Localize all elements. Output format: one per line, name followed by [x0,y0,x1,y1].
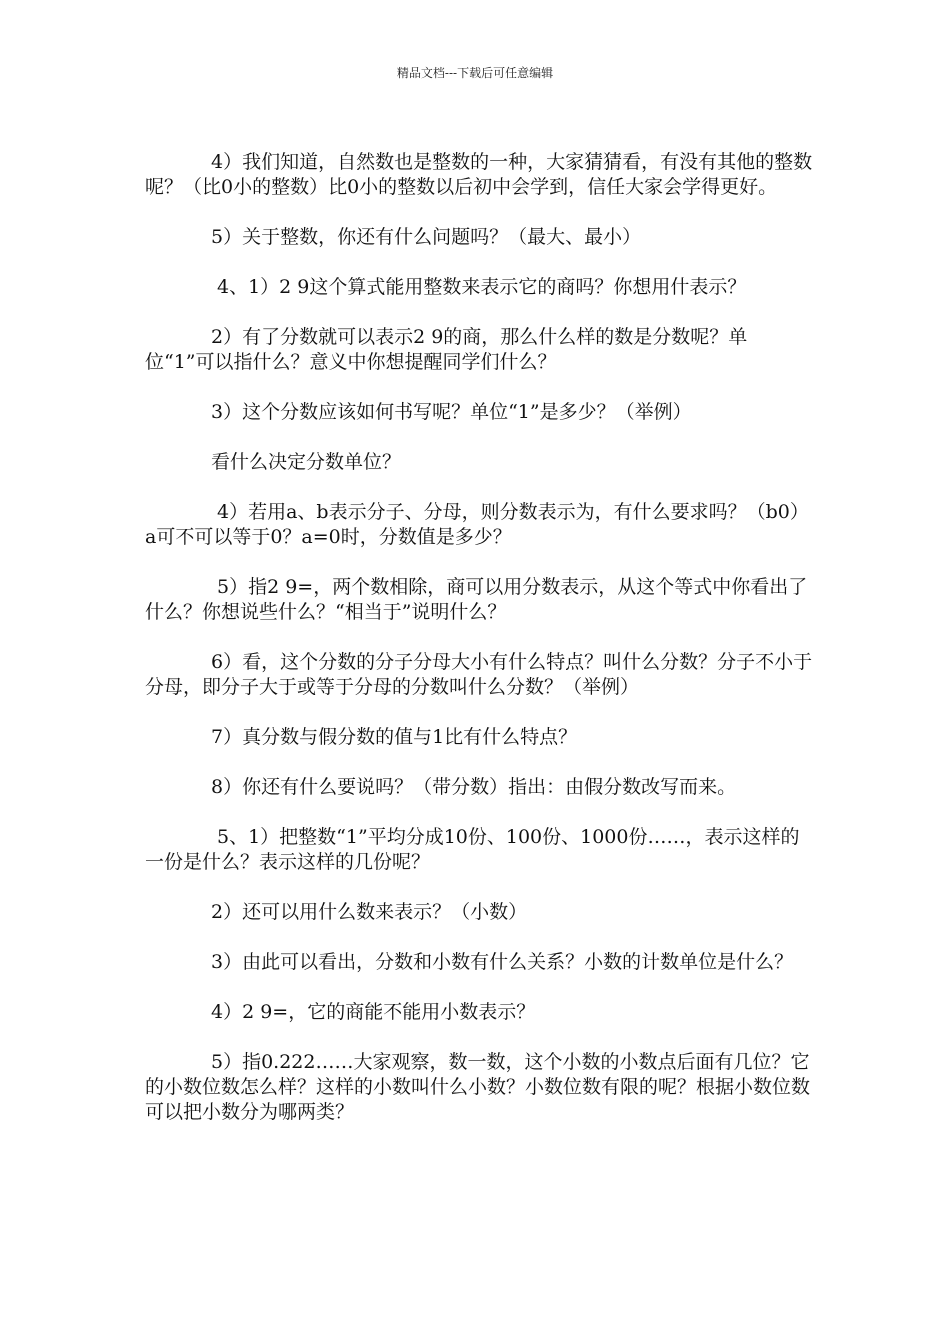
paragraph: 6）看，这个分数的分子分母大小有什么特点？叫什么分数？分子不小于分母，即分子大于或等于分母的分数叫什么分数？（举例） [145,651,813,698]
paragraph: 4）我们知道，自然数也是整数的一种，大家猜猜看，有没有其他的整数呢？（比0小的整数）比0小的整数以后初中会学到，信任大家会学得更好。 [145,151,813,198]
paragraph: 3）这个分数应该如何书写呢？单位“1”是多少？（举例） [211,401,692,423]
paragraph: 8）你还有什么要说吗？（带分数）指出：由假分数改写而来。 [211,776,737,798]
paragraph: 5）指2 9=，两个数相除，商可以用分数表示，从这个等式中你看出了什么？你想说些什么？“相当于”说明什么？ [145,576,808,623]
document-body [145,150,815,1150]
page-header: 精品文档---下载后可任意编辑 [396,66,554,80]
paragraph: 2）有了分数就可以表示2 9的商，那么什么样的数是分数呢？单位“1”可以指什么？意义中你想提醒同学们什么？ [145,326,748,373]
paragraph: 5、1）把整数“1”平均分成10份、100份、1000份……，表示这样的一份是什么？表示这样的几份呢？ [145,826,800,873]
paragraph: 4）2 9=，它的商能不能用小数表示？ [211,1001,536,1023]
paragraph: 5）指0.222……大家观察，数一数，这个小数的小数点后面有几位？它的小数位数怎么样？这样的小数叫什么小数？小数位数有限的呢？根据小数位数可以把小数分为哪两类？ [145,1051,811,1123]
paragraph: 3）由此可以看出，分数和小数有什么关系？小数的计数单位是什么？ [211,951,794,973]
paragraph: 看什么决定分数单位？ [211,451,402,473]
paragraph: 4、1）2 9这个算式能用整数来表示它的商吗？你想用什表示？ [217,276,747,298]
paragraph: 5）关于整数，你还有什么问题吗？（最大、最小） [211,226,642,248]
paragraph: 2）还可以用什么数来表示？（小数） [211,901,528,923]
paragraph: 4）若用a、b表示分子、分母，则分数表示为，有什么要求吗？（b0）a可不可以等于0？a=0时，分数值是多少？ [145,501,809,548]
paragraph: 7）真分数与假分数的值与1比有什么特点？ [211,726,578,748]
